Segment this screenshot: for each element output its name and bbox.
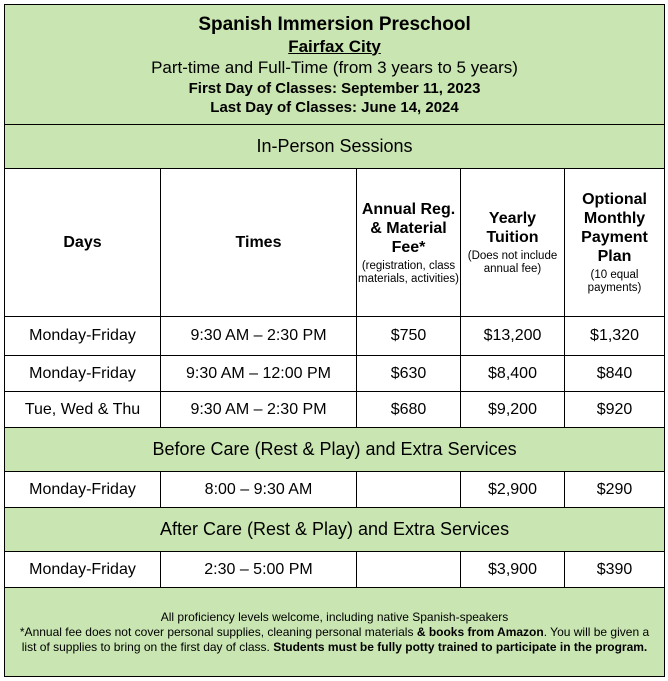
header-cell [5, 5, 665, 125]
header-row [5, 5, 665, 125]
cell-monthly: $840 [565, 356, 665, 392]
cell-times: 9:30 AM – 12:00 PM [161, 356, 357, 392]
footer-notes [5, 588, 665, 677]
cell-times: 2:30 – 5:00 PM [161, 552, 357, 588]
cell-times: 9:30 AM – 2:30 PM [161, 392, 357, 428]
cell-monthly: $920 [565, 392, 665, 428]
footer-line-proficiency: All proficiency levels welcome, including native Spanish-speakers [160, 609, 509, 624]
cell-fee: $630 [357, 356, 461, 392]
col-header-reg-fee: Annual Reg. & Material Fee* (registration, class materials, activities) [357, 169, 461, 317]
section-title-after-care: After Care (Rest & Play) and Extra Services [5, 508, 665, 552]
section-title-in-person: In-Person Sessions [5, 125, 665, 169]
cell-tuition: $2,900 [461, 472, 565, 508]
potty-trained-note: Students must be fully potty trained to participate in the program. [273, 639, 648, 654]
school-name: Spanish Immersion Preschool [198, 13, 471, 35]
cell-days: Tue, Wed & Thu [5, 392, 161, 428]
cell-times: 9:30 AM – 2:30 PM [161, 317, 357, 356]
fee-note-text-c: . You will be given a list of supplies to bring on the first day of class. [21, 624, 650, 654]
table-row [5, 552, 665, 588]
section-row-before-care [5, 428, 665, 472]
table-row [5, 356, 665, 392]
col-header-days: Days [5, 169, 161, 317]
cell-days: Monday-Friday [5, 472, 161, 508]
column-header-row [5, 169, 665, 317]
first-day: First Day of Classes: September 11, 2023 [188, 79, 481, 97]
cell-monthly: $1,320 [565, 317, 665, 356]
cell-fee [357, 552, 461, 588]
cell-fee: $680 [357, 392, 461, 428]
cell-monthly: $390 [565, 552, 665, 588]
col-header-tuition: Yearly Tuition (Does not include annual fee) [461, 169, 565, 317]
cell-monthly: $290 [565, 472, 665, 508]
cell-fee: $750 [357, 317, 461, 356]
cell-tuition: $9,200 [461, 392, 565, 428]
cell-tuition: $13,200 [461, 317, 565, 356]
city-name: Fairfax City [288, 36, 381, 56]
last-day: Last Day of Classes: June 14, 2024 [210, 98, 459, 116]
section-row-after-care [5, 508, 665, 552]
schedule-table [4, 4, 665, 677]
table-row [5, 472, 665, 508]
col-header-reg-fee-note: (registration, class materials, activities) [358, 259, 459, 285]
col-header-payment: Optional Monthly Payment Plan (10 equal payments) [565, 169, 665, 317]
program-description: Part-time and Full-Time (from 3 years to 5 years) [151, 57, 518, 77]
cell-times: 8:00 – 9:30 AM [161, 472, 357, 508]
footer-line-fee-note [15, 625, 654, 655]
cell-days: Monday-Friday [5, 317, 161, 356]
table-row [5, 392, 665, 428]
fee-note-text-b: & books from Amazon [416, 624, 544, 639]
footer-row [5, 588, 665, 677]
cell-fee [357, 472, 461, 508]
col-header-tuition-note: (Does not include annual fee) [467, 250, 558, 275]
cell-tuition: $8,400 [461, 356, 565, 392]
col-header-payment-note: (10 equal payments) [587, 269, 642, 294]
col-header-times: Times [161, 169, 357, 317]
fee-note-text-a: *Annual fee does not cover personal supplies, cleaning personal materials [19, 624, 417, 639]
section-row-in-person [5, 125, 665, 169]
cell-tuition: $3,900 [461, 552, 565, 588]
cell-days: Monday-Friday [5, 356, 161, 392]
cell-days: Monday-Friday [5, 552, 161, 588]
table-row [5, 317, 665, 356]
section-title-before-care: Before Care (Rest & Play) and Extra Services [5, 428, 665, 472]
